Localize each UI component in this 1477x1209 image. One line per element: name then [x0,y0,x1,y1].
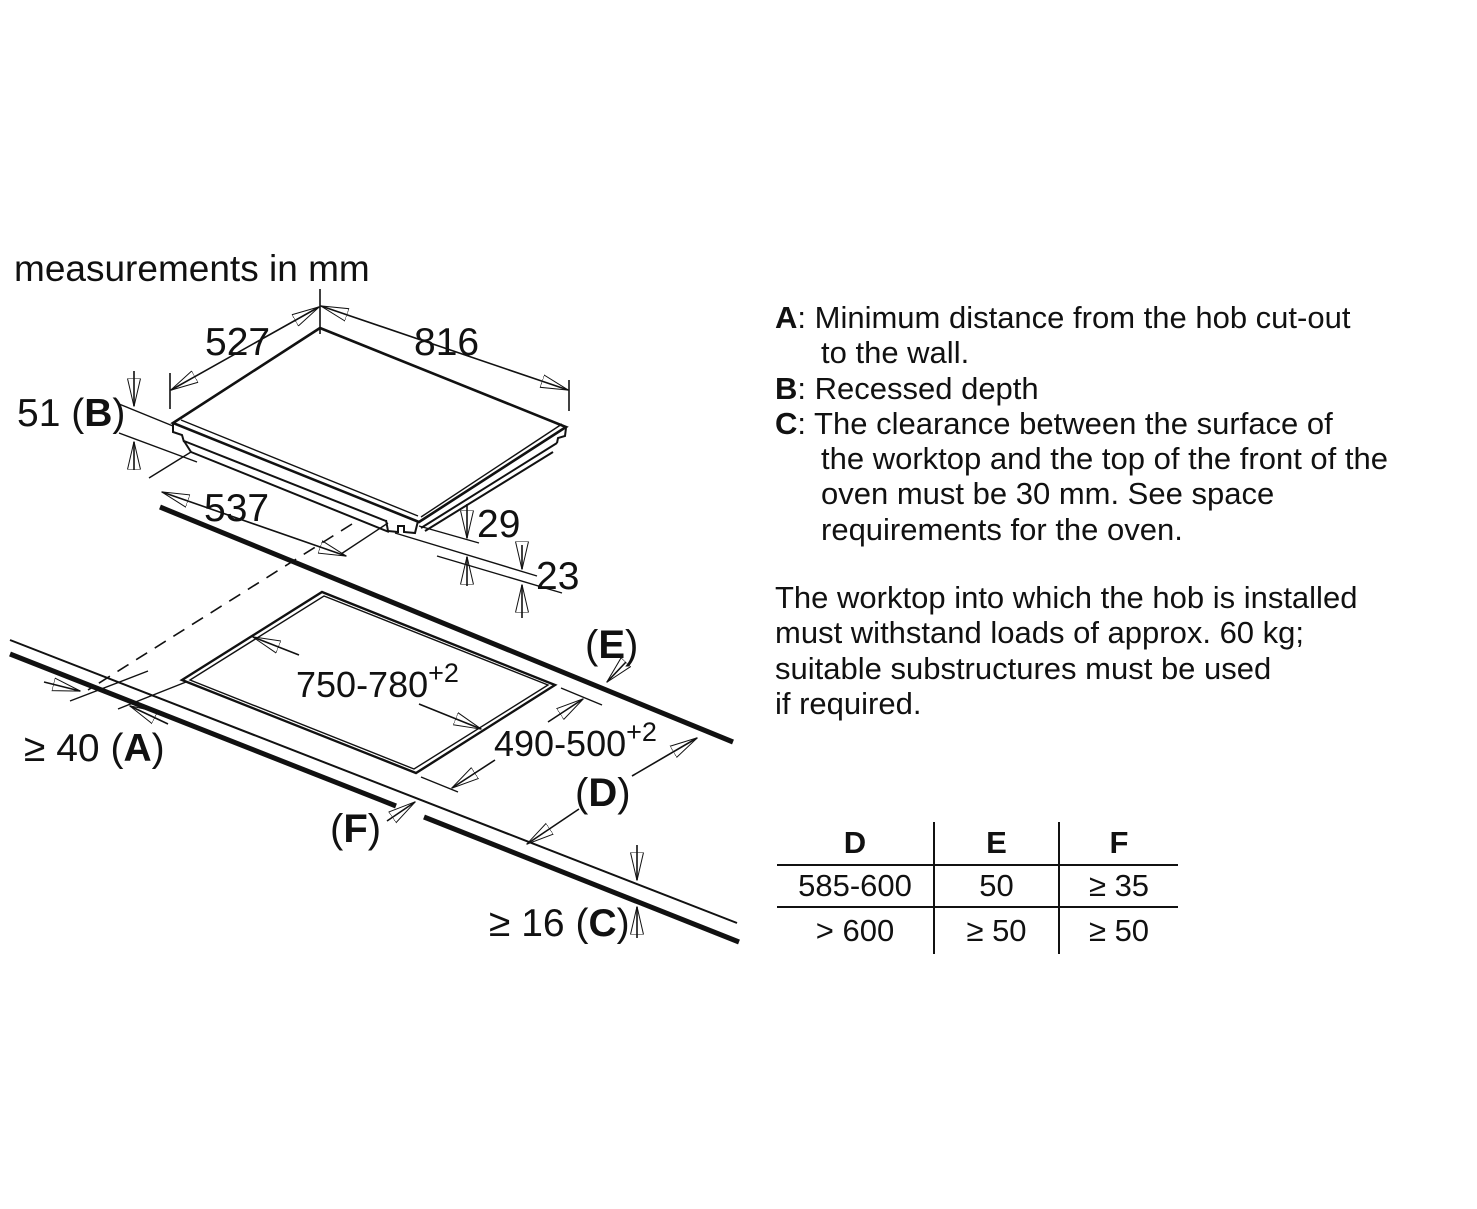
legend-text: oven must be 30 mm. See space [821,476,1275,512]
label-e: (E) [585,623,639,667]
label-f-callout [330,802,415,851]
label-e-callout [585,623,638,682]
extension-line [149,452,191,478]
table-header-e: E [933,822,1058,866]
leader-arrow-down [527,809,579,844]
extension-line [70,671,148,701]
legend-text: requirements for the oven. [821,511,1183,547]
note-line: must withstand loads of approx. 60 kg; [775,615,1305,651]
dimension-750-780 [253,637,481,729]
legend-item-c [775,406,1388,441]
dim-490-500-label: $490-500^{+2}$ [494,717,657,764]
dim-537-label: 537 [204,487,270,530]
extension-line [341,523,388,554]
extension-line [561,688,602,705]
diagram-title: measurements in mm [14,248,370,289]
dim-29-label: 29 [477,503,521,546]
dimension-line [419,704,481,729]
table-header-f: F [1058,822,1178,866]
table-cell: ≥ 35 [1058,866,1178,908]
dim-750-780-label: $750-780^{+2}$ [296,658,459,705]
table-cell: 50 [933,866,1058,908]
table-cell: > 600 [815,913,895,948]
legend [775,300,1388,547]
note-line: The worktop into which the hob is installed [775,580,1358,615]
dimension-line [452,760,495,788]
legend-item-b [775,371,1388,406]
legend-text: : Recessed depth [797,370,1039,406]
legend-key-c: C [775,405,798,441]
extension-line [419,526,479,543]
hob-base-foot [386,520,418,533]
dimension-line [548,699,583,722]
dimension-line [253,637,299,655]
table-cell: ≥ 50 [933,908,1058,954]
table-cell: 585-600 [777,866,933,908]
dim-816-label: 816 [414,321,480,364]
dimension-537 [149,452,388,556]
legend-text: : Minimum distance from the hob cut-out [797,300,1351,335]
extension-line [119,433,197,462]
extension-line [421,777,458,792]
dim-23-label: 23 [536,555,580,598]
dim-40a-label: ≥ 40 (A) [24,727,165,770]
legend-key-a: A [775,300,798,335]
dim-51b-label: 51 (B) [17,392,126,435]
extension-line [119,404,173,426]
worktop-back-edge [160,507,733,742]
legend-text: the worktop and the top of the front of the [821,441,1388,477]
label-d: (D) [575,771,631,815]
legend-key-b: B [775,370,798,406]
def-table [777,822,1178,954]
label-f: (F) [330,807,382,851]
table-cell: ≥ 50 [1058,908,1178,954]
load-note [775,580,1357,721]
legend-text: to the wall. [821,335,970,371]
note-line: if required. [775,685,922,721]
dim-527-label: 527 [205,321,271,364]
dimension-816 [321,306,569,411]
legend-item-a [775,300,1388,335]
note-line: suitable substructures must be used [775,650,1272,686]
legend-text: : The clearance between the surface of [797,405,1333,441]
table-header-d: D [777,822,933,866]
dimension-40-a [24,671,186,770]
dimension-527 [170,289,320,409]
arrow-right [44,682,80,691]
dim-16c-label: ≥ 16 (C) [489,902,630,945]
